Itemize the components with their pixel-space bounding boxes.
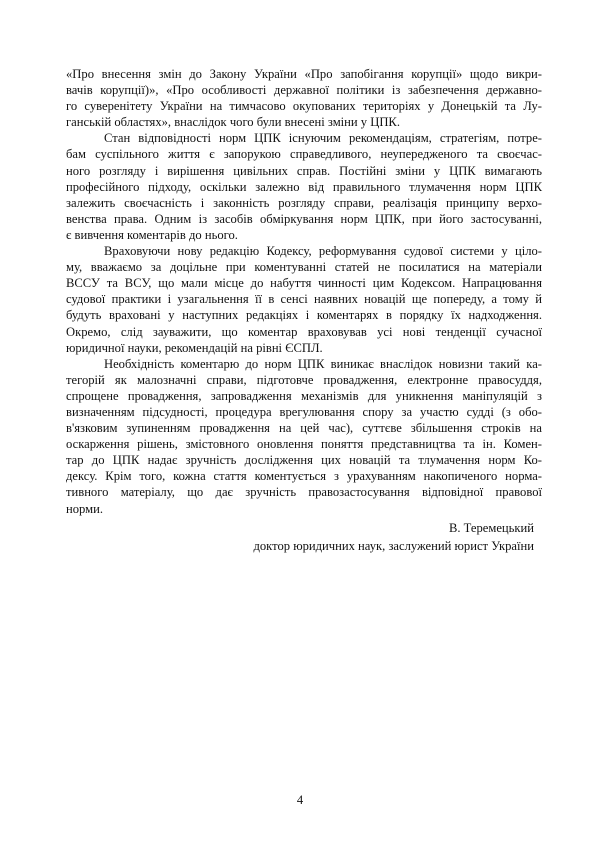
text-line: Окремо, слід зауважити, що коментар враховував усі нові тенденції сучасної xyxy=(66,324,542,339)
page-number: 4 xyxy=(296,793,304,807)
text-line: ВССУ та ВСУ, що мали місце до набуття чинності цим Кодексом. Напрацювання xyxy=(66,276,542,291)
text-line: бам суспільного життя є запорукою справедливого, неупередженого та своєчас- xyxy=(66,147,542,162)
text-line: ганській областях», внаслідок чого були внесені зміни у ЦПК. xyxy=(66,115,400,130)
text-line: норми. xyxy=(66,501,104,516)
text-line: судової практики і узагальнення її в сенсі наявних новацій ще попереду, а тому й xyxy=(66,292,542,307)
text-line: залежить своєчасність і законність розгляду справи, реалізація принципу верхо- xyxy=(66,195,542,210)
text-line: вачів корупції)», «Про особливості державної політики із забезпечення державно- xyxy=(66,83,542,98)
text-line: венства права. Одним із засобів обміркування норм ЦПК, при його застосуванні, xyxy=(66,211,542,226)
text-line: дексу. Крім того, кожна стаття коментується з урахуванням накопиченого норма- xyxy=(66,469,542,484)
text-line: в'язковим зупиненням провадження на цей час), суттєве збільшення строків на xyxy=(66,421,542,436)
text-line: тар до ЦПК надає зручність дослідження цих новацій та тлумачення норм Ко- xyxy=(66,453,542,468)
text-line: професійного підходу, оскільки залежно від правильного тлумачення норм ЦПК xyxy=(66,179,542,194)
text-line: му, вважаємо за доцільне при коментуванні статей не посилатися на матеріали xyxy=(66,260,542,275)
text-line: юридичної науки, рекомендацій на рівні ЄСПЛ. xyxy=(66,340,323,355)
body-text xyxy=(66,66,542,517)
text-line: го суверенітету України на тимчасово окупованих територіях у Донецькій та Лу- xyxy=(66,99,542,114)
signature-name: В. Теремецький xyxy=(448,521,534,535)
text-line: будуть враховані у наступних редакціях і коментарях в порядку їх надходження. xyxy=(66,308,542,323)
text-line: Стан відповідності норм ЦПК існуючим рекомендаціям, стратегіям, потре- xyxy=(104,131,542,146)
text-line: Враховуючи нову редакцію Кодексу, реформування судової системи у ціло- xyxy=(104,244,542,259)
text-line: спрощене провадження, запровадження механізмів для уникнення маніпуляцій з xyxy=(66,388,542,403)
text-line: тивного матеріалу, що дає зручність правозастосування відповідної правової xyxy=(66,485,542,500)
text-line: Необхідність коментарю до норм ЦПК виникає внаслідок новизни такий ка- xyxy=(104,356,542,371)
text-line: ного розгляду і вирішення цивільних справ. Постійні зміни у ЦПК вимагають xyxy=(66,163,542,178)
text-line: «Про внесення змін до Закону України «Про запобігання корупції» щодо викри- xyxy=(66,67,542,81)
text-line: тегорій як малозначні справи, підготовче провадження, електронне правосуддя, xyxy=(66,372,542,387)
text-line: є вивчення коментарів до нього. xyxy=(66,227,238,242)
text-line: визначенням підсудності, процедура врегулювання спору за участю судді (з обо- xyxy=(66,404,542,419)
text-line: оскарження рішень, змістовного оновлення поняття представництва та ін. Комен- xyxy=(66,437,542,452)
signature-title: доктор юридичних наук, заслужений юрист України xyxy=(253,539,534,553)
